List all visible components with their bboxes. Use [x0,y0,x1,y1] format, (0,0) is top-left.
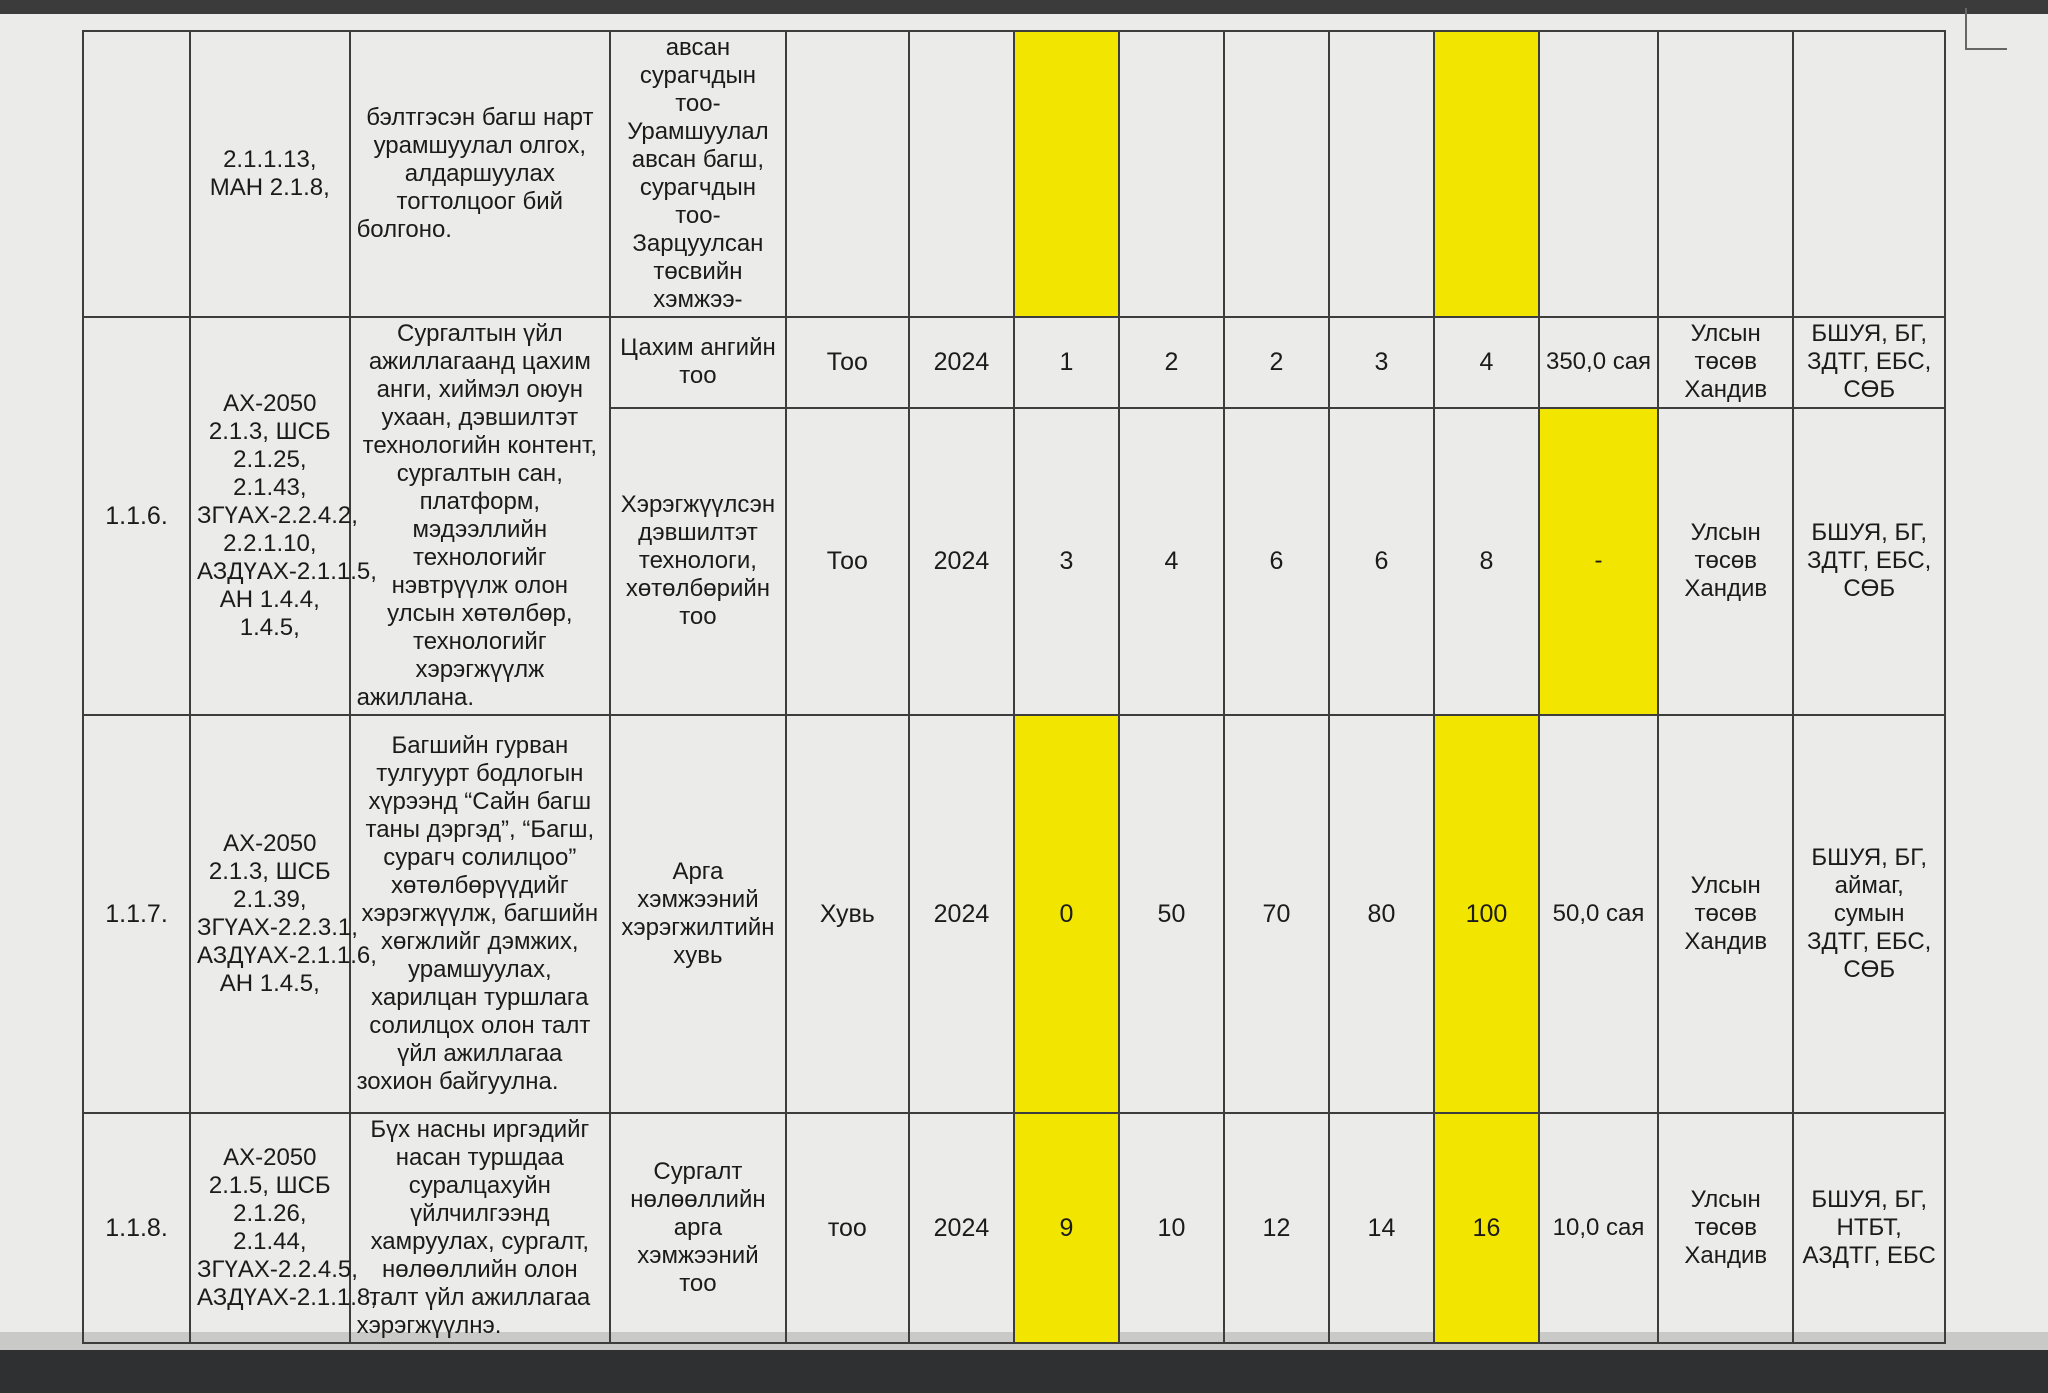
target-cell-1 [1014,31,1119,317]
target-cell-1: 1 [1014,317,1119,408]
target-cell-4: 14 [1329,1113,1434,1343]
responsible-cell: БШУЯ, БГ, ЗДТГ, ЕБС, СӨБ [1793,317,1945,408]
source-cell [1658,31,1793,317]
code-cell: 1.1.7. [83,715,190,1113]
target-cell-5: 8 [1434,408,1539,715]
unit-cell [786,31,909,317]
target-cell-4 [1329,31,1434,317]
target-cell-4: 6 [1329,408,1434,715]
unit-cell: Хувь [786,715,909,1113]
target-cell-3: 12 [1224,1113,1329,1343]
indicator-cell: авсан сурагчдын тоо- Урамшуулал авсан багш, сурагчдын тоо- Зарцуулсан төсвийн хэмжээ- [610,31,786,317]
target-cell-3: 2 [1224,317,1329,408]
activity-cell: Бүх насны иргэдийг насан туршдаа суралцахуйн үйлчилгээнд хамруулах, сургалт, нөлөөллийн олон талт үйл ажиллагаа хэрэгжүүлнэ. [350,1113,611,1343]
refs-cell: АХ-2050 2.1.3, ШСБ 2.1.25, 2.1.43, ЗГҮАХ-2.2.4.2, 2.2.1.10, АЗДҮАХ-2.1.1.5, АН 1.4.4, 1.4.5, [190,317,350,715]
base-year-cell [909,31,1014,317]
table-row [83,1113,1945,1343]
target-cell-1: 9 [1014,1113,1119,1343]
base-year-cell: 2024 [909,715,1014,1113]
page-corner-mark [1965,8,2007,50]
responsible-cell [1793,31,1945,317]
target-cell-1: 3 [1014,408,1119,715]
source-cell: Улсын төсөв Хандив [1658,408,1793,715]
responsible-cell: БШУЯ, БГ, аймаг, сумын ЗДТГ, ЕБС, СӨБ [1793,715,1945,1113]
target-cell-3: 6 [1224,408,1329,715]
unit-cell: Тоо [786,317,909,408]
plan-table [82,30,1946,1344]
source-cell: Улсын төсөв Хандив [1658,715,1793,1113]
target-cell-2: 10 [1119,1113,1224,1343]
target-cell-5: 4 [1434,317,1539,408]
table-row [83,31,1945,317]
target-cell-2: 4 [1119,408,1224,715]
activity-cell: Багшийн гурван тулгуурт бодлогын хүрээнд “Сайн багш таны дэргэд”, “Багш, сурагч солилцоо” хөтөлбөрүүдийг хэрэгжүүлж, багшийн хөгжлийг дэмжих, урамшуулах, харилцан туршлага солилцох олон талт үйл ажиллагаа зохион байгуулна. [350,715,611,1113]
code-cell: 1.1.6. [83,317,190,715]
source-cell: Улсын төсөв Хандив [1658,317,1793,408]
indicator-cell: Цахим ангийн тоо [610,317,786,408]
budget-cell: 50,0 сая [1539,715,1658,1113]
target-cell-4: 3 [1329,317,1434,408]
target-cell-2: 50 [1119,715,1224,1113]
budget-cell [1539,31,1658,317]
code-cell: 1.1.8. [83,1113,190,1343]
budget-cell: - [1539,408,1658,715]
budget-cell: 10,0 сая [1539,1113,1658,1343]
base-year-cell: 2024 [909,408,1014,715]
indicator-cell: Арга хэмжээний хэрэгжилтийн хувь [610,715,786,1113]
target-cell-2: 2 [1119,317,1224,408]
target-cell-4: 80 [1329,715,1434,1113]
activity-cell: Сургалтын үйл ажиллагаанд цахим анги, хиймэл оюун ухаан, дэвшилтэт технологийн контент, сургалтын сан, платформ, мэдээллийн технологийг нэвтрүүлж олон улсын хөтөлбөр, технологийг хэрэгжүүлж ажиллана. [350,317,611,715]
base-year-cell: 2024 [909,317,1014,408]
activity-cell: бэлтгэсэн багш нарт урамшуулал олгох, алдаршуулах тогтолцоог бий болгоно. [350,31,611,317]
indicator-cell: Сургалт нөлөөллийн арга хэмжээний тоо [610,1113,786,1343]
target-cell-3 [1224,31,1329,317]
target-cell-5: 16 [1434,1113,1539,1343]
table-row [83,715,1945,1113]
plan-table-container [82,30,1946,1344]
responsible-cell: БШУЯ, БГ, ЗДТГ, ЕБС, СӨБ [1793,408,1945,715]
code-cell [83,31,190,317]
responsible-cell: БШУЯ, БГ, НТБТ, АЗДТГ, ЕБС [1793,1113,1945,1343]
indicator-cell: Хэрэгжүүлсэн дэвшилтэт технологи, хөтөлбөрийн тоо [610,408,786,715]
target-cell-1: 0 [1014,715,1119,1113]
refs-cell: 2.1.1.13, МАН 2.1.8, [190,31,350,317]
target-cell-5: 100 [1434,715,1539,1113]
source-cell: Улсын төсөв Хандив [1658,1113,1793,1343]
bottom-shadow [0,1350,2048,1393]
target-cell-3: 70 [1224,715,1329,1113]
unit-cell: Тоо [786,408,909,715]
target-cell-5 [1434,31,1539,317]
base-year-cell: 2024 [909,1113,1014,1343]
target-cell-2 [1119,31,1224,317]
refs-cell: АХ-2050 2.1.3, ШСБ 2.1.39, ЗГҮАХ-2.2.3.1, АЗДҮАХ-2.1.1.6, АН 1.4.5, [190,715,350,1113]
unit-cell: тоо [786,1113,909,1343]
table-row [83,317,1945,408]
budget-cell: 350,0 сая [1539,317,1658,408]
refs-cell: АХ-2050 2.1.5, ШСБ 2.1.26, 2.1.44, ЗГҮАХ-2.2.4.5, АЗДҮАХ-2.1.1.8, [190,1113,350,1343]
